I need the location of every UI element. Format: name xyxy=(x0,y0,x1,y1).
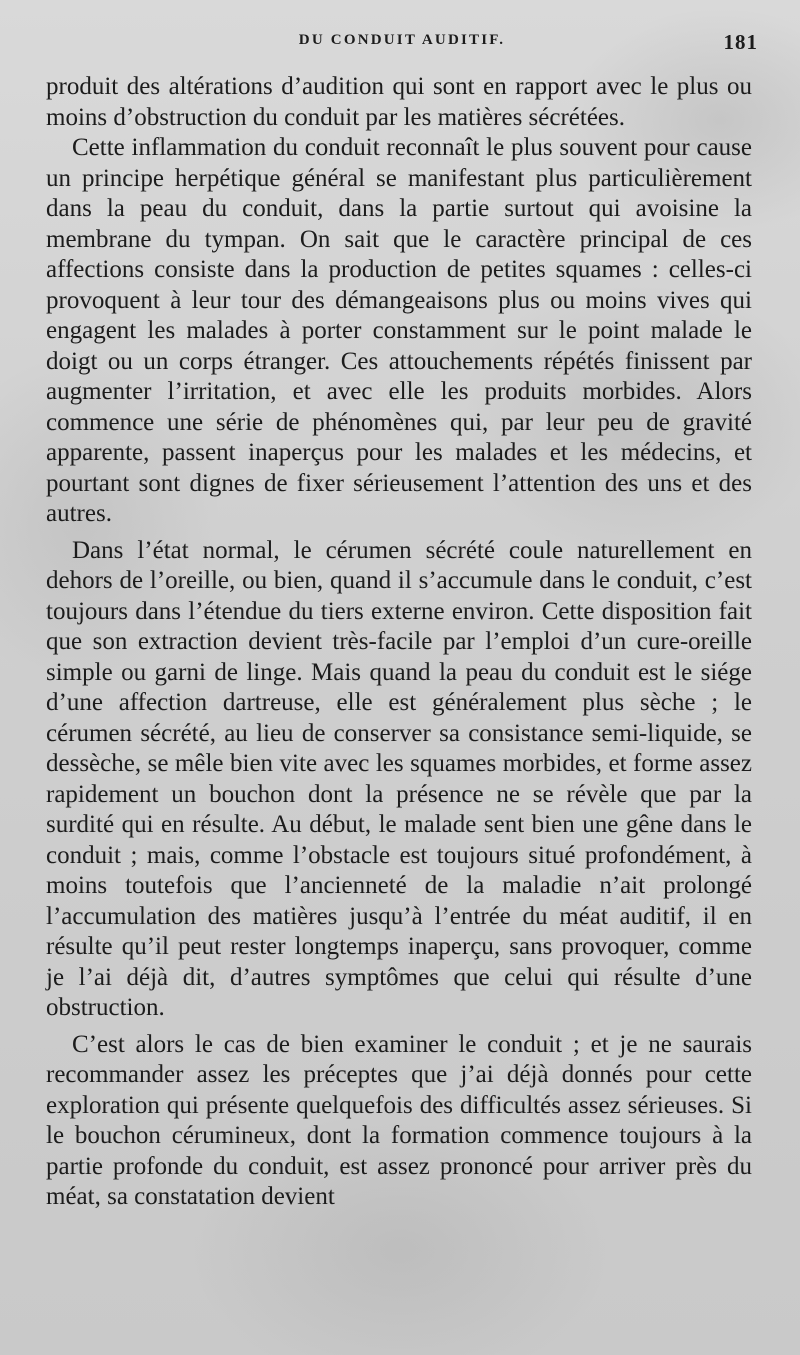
paragraph: C’est alors le cas de bien examiner le conduit ; et je ne saurais recommander assez les préceptes que j’ai déjà donnés pour cette exploration qui présente quelquefois des difficultés assez sérieuses. Si le bouchon cérumineux, dont la formation commence toujours à la partie profonde du conduit, est assez prononcé pour arriver près du méat, sa constatation devient xyxy=(46,1030,752,1210)
page-header xyxy=(46,30,758,60)
page-number: 181 xyxy=(723,30,758,54)
paragraph: Dans l’état normal, le cérumen sécrété coule naturellement en dehors de l’oreille, ou bien, quand il s’accumule dans le conduit, c’est toujours dans l’étendue du tiers externe environ. Cette disposition fait que son extraction devient très-facile par l’emploi d’un cure-oreille simple ou garni de linge. Mais quand la peau du conduit est le siége d’une affection dartreuse, elle est généralement plus sèche ; le cérumen sécrété, au lieu de conserver sa consistance semi-liquide, se dessèche, se mêle bien vite avec les squames morbides, et forme assez rapidement un bouchon dont la présence ne se révèle que par la surdité qui en résulte. Au début, le malade sent bien une gêne dans le conduit ; mais, comme l’obstacle est toujours situé profondément, à moins toutefois que l’ancienneté de la maladie n’ait prolongé l’accumulation des matières jusqu’à l’entrée du méat auditif, il en résulte qu’il peut rester longtemps inaperçu, sans provoquer, comme je l’ai déjà dit, d’autres symptômes que celui qui résulte d’une obstruction. xyxy=(46,536,752,1021)
paragraph-continued: produit des altérations d’audition qui sont en rapport avec le plus ou moins d’obstruction du conduit par les matières sécrétées. xyxy=(46,73,752,131)
body-text xyxy=(46,72,752,1213)
paragraph: Cette inflammation du conduit reconnaît le plus souvent pour cause un principe herpétique général se manifestant plus particulièrement dans la peau du conduit, dans la partie surtout qui avoisine la membrane du tympan. On sait que le caractère principal de ces affections consiste dans la production de petites squames : celles-ci provoquent à leur tour des démangeaisons plus ou moins vives qui engagent les malades à porter constamment sur le point malade le doigt ou un corps étranger. Ces attouchements répétés finissent par augmenter l’irritation, et avec elle les produits morbides. Alors commence une série de phénomènes qui, par leur peu de gravité apparente, passent inaperçus pour les malades et les médecins, et pourtant sont dignes de fixer sérieusement l’attention des uns et des autres. xyxy=(46,134,752,527)
running-title: DU CONDUIT AUDITIF. xyxy=(298,32,506,48)
